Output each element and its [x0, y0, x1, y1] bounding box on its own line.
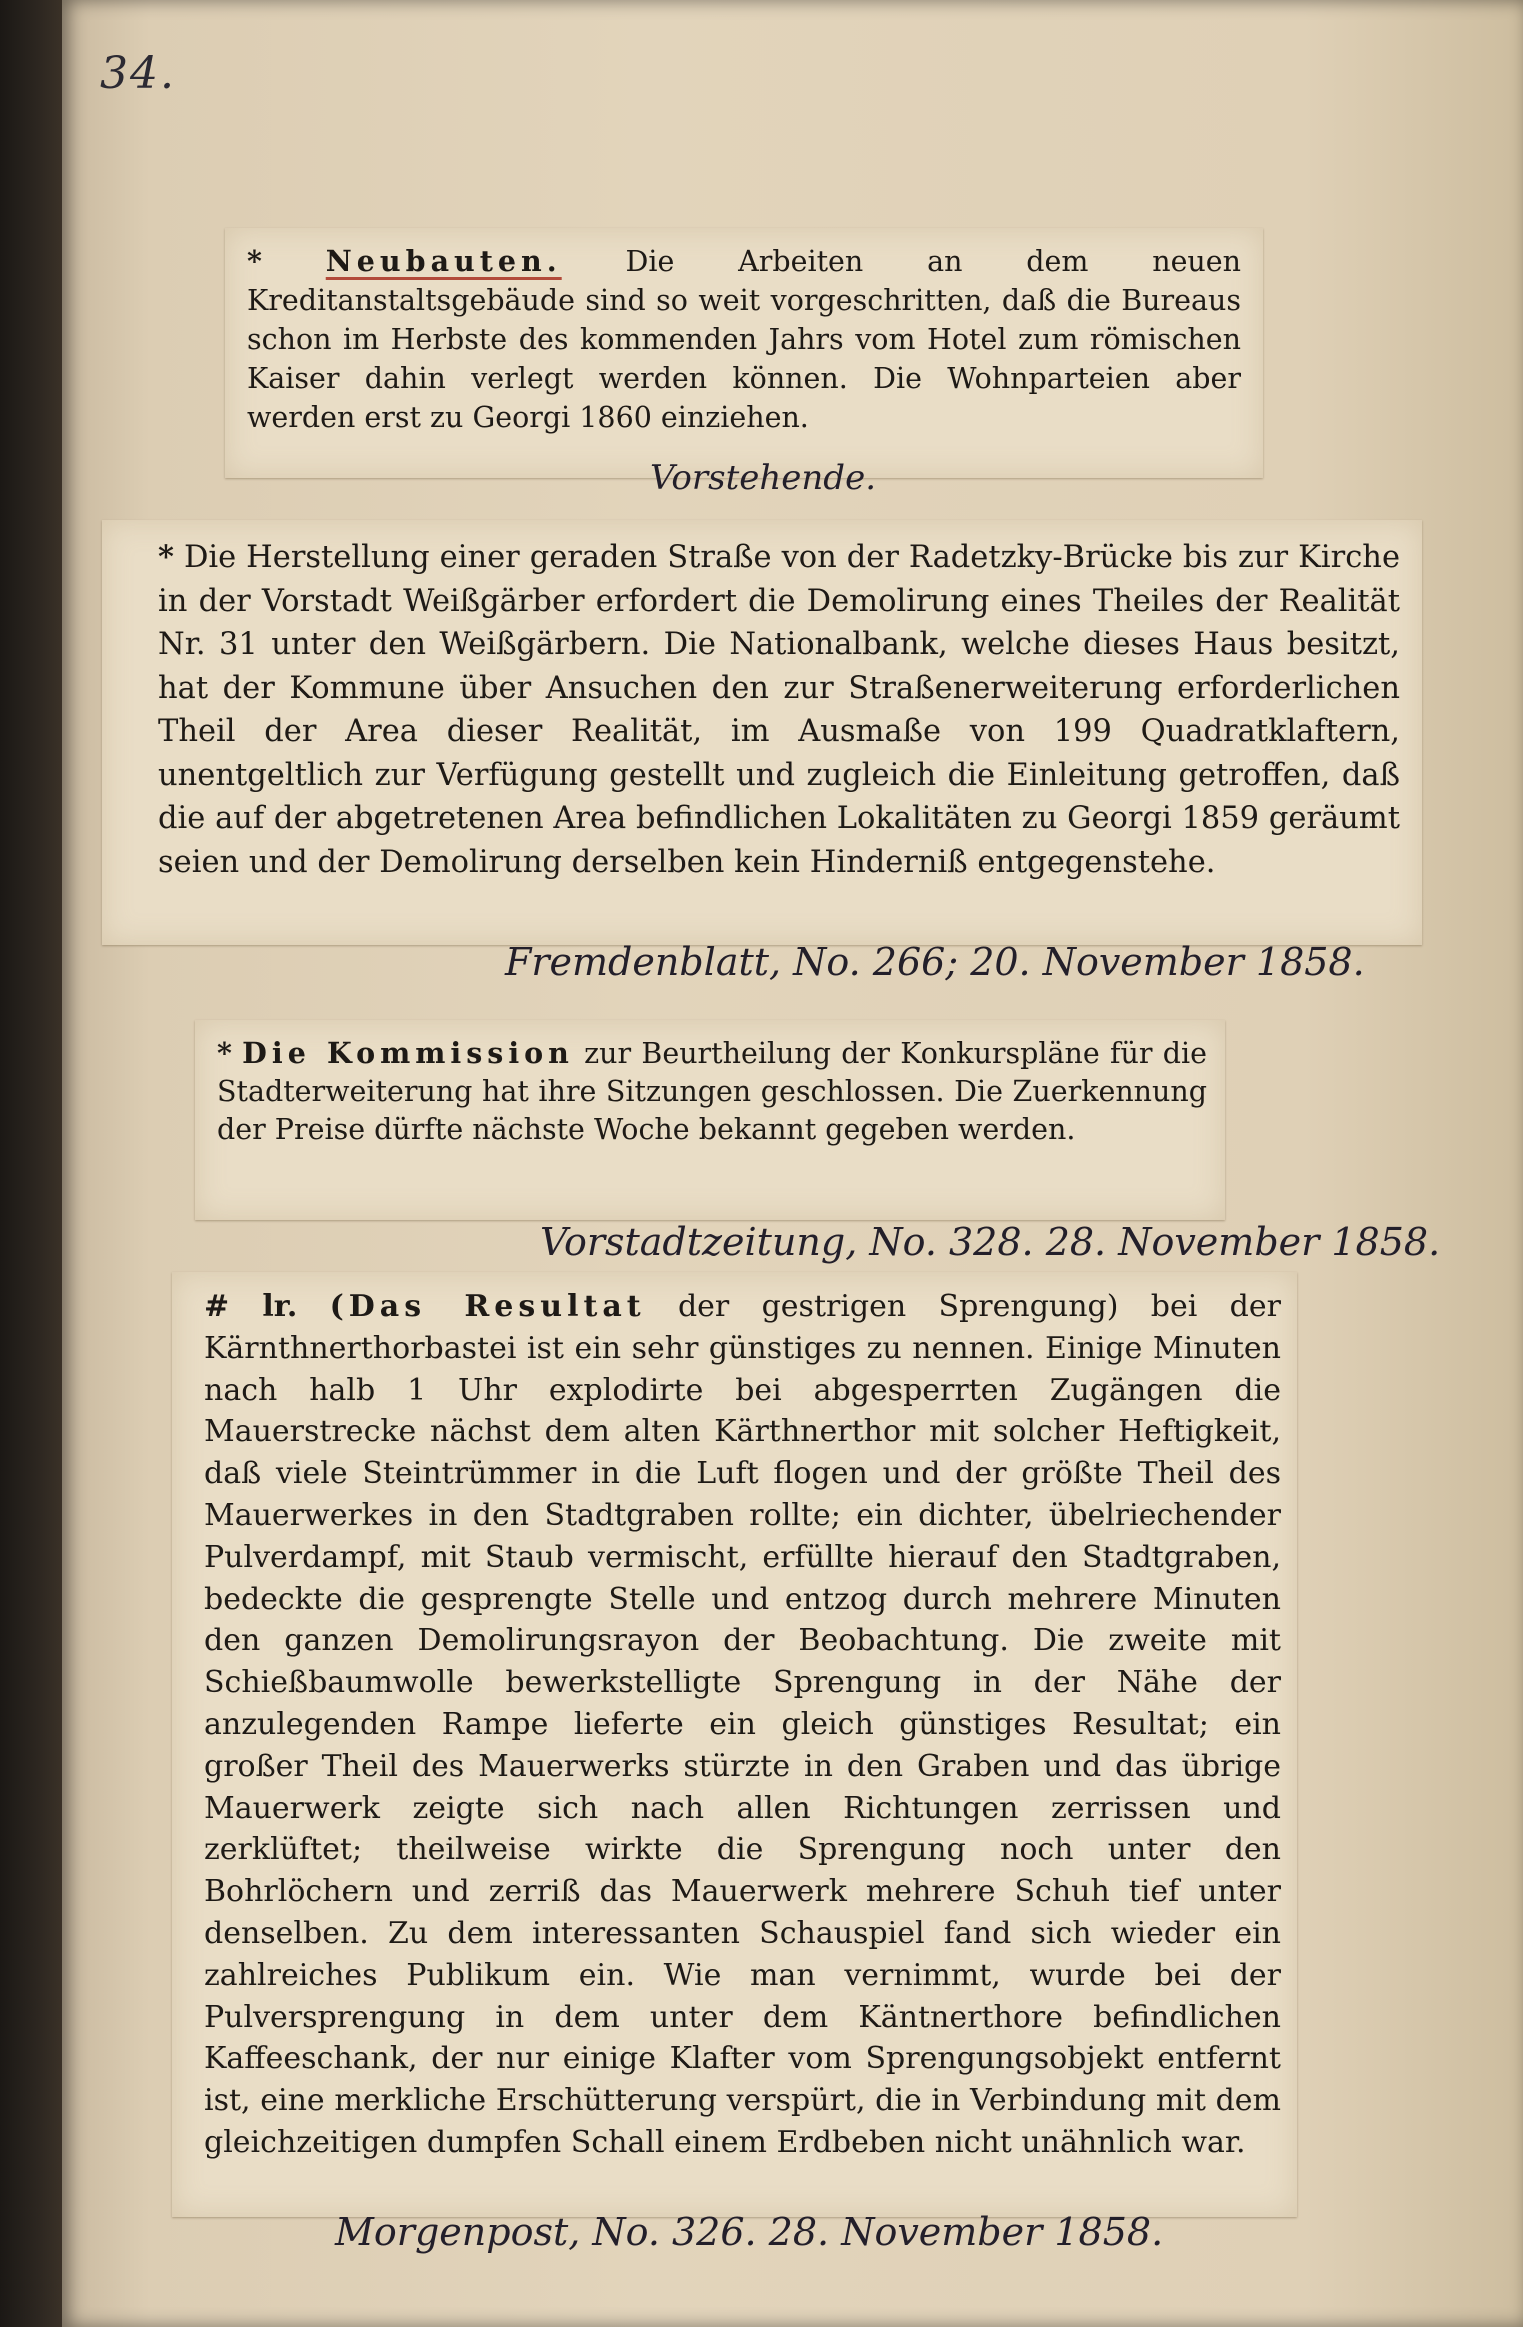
- clipping-text: [158, 536, 1400, 884]
- clipping-star: # lr.: [204, 1289, 298, 1324]
- clipping-text: [247, 242, 1241, 437]
- handwritten-source-note: Morgenpost, No. 326. 28. November 1858.: [335, 2210, 1164, 2254]
- newspaper-clipping-strassenbau: [102, 520, 1422, 945]
- newspaper-clipping-neubauten: [225, 228, 1263, 478]
- newspaper-clipping-sprengung: [172, 1272, 1297, 2217]
- clipping-star: *: [247, 244, 262, 278]
- handwritten-source-note: Fremdenblatt, No. 266; 20. November 1858.: [505, 940, 1365, 984]
- clipping-text: [204, 1286, 1281, 2164]
- handwritten-source-note: Vorstadtzeitung, No. 328. 28. November 1858.: [540, 1220, 1441, 1264]
- clipping-headline: Neubauten.: [325, 244, 562, 278]
- handwritten-source-note: Vorstehende.: [650, 458, 876, 498]
- clipping-star: *: [158, 539, 174, 575]
- book-binding: [0, 0, 62, 2327]
- clipping-headline: Die Kommission: [242, 1036, 574, 1070]
- clipping-star: *: [217, 1036, 232, 1070]
- clipping-text: [217, 1034, 1207, 1149]
- clipping-body: der gestrigen Sprengung) bei der Kärnthnerthorbastei ist ein sehr günstiges zu nennen. Einige Minuten nach halb 1 Uhr explodirte bei abgesperrten Zugängen die Mauerstrecke nächst dem alten Kärthnerthor mit solcher Heftigkeit, daß viele Steintrümmer in die Luft flogen und der größte Theil des Mauerwerkes in den Stadtgraben rollte; ein dichter, übelriechender Pulverdampf, mit Staub vermischt, erfüllte hierauf den Stadtgraben, bedeckte die gesprengte Stelle und entzog durch mehrere Minuten den ganzen Demolirungsrayon der Beobachtung. Die zweite mit Schießbaumwolle bewerkstelligte Sprengung in der Nähe der anzulegenden Rampe lieferte ein gleich günstiges Resultat; ein großer Theil des Mauerwerks stürzte in den Graben und das übrige Mauerwerk zeigte sich nach allen Richtungen zerrissen und zerklüftet; theilweise wirkte die Sprengung noch unter den Bohrlöchern und zerriß das Mauerwerk mehrere Schuh tief unter denselben. Zu dem interessanten Schauspiel fand sich wieder ein zahlreiches Publikum ein. Wie man vernimmt, wurde bei der Pulversprengung in dem unter dem Käntnerthore befindlichen Kaffeeschank, der nur einige Klafter vom Sprengungsobjekt entfernt ist, eine merkliche Erschütterung verspürt, die in Verbindung mit dem gleichzeitigen dumpfen Schall einem Erdbeben nicht unähnlich war.: [204, 1289, 1281, 2160]
- clipping-body: zur Beurtheilung der Konkurspläne für die Stadterweiterung hat ihre Sitzungen geschlossen. Die Zuerkennung der Preise dürfte nächste Woche bekannt gegeben werden.: [217, 1037, 1207, 1146]
- clipping-body: Die Herstellung einer geraden Straße von der Radetzky-Brücke bis zur Kirche in der Vorstadt Weißgärber erfordert die Demolirung eines Theiles der Realität Nr. 31 unter den Weißgärbern. Die Nationalbank, welche dieses Haus besitzt, hat der Kommune über Ansuchen den zur Straßenerweiterung erforderlichen Theil der Area dieser Realität, im Ausmaße von 199 Quadratklaftern, unentgeltlich zur Verfügung gestellt und zugleich die Einleitung getroffen, daß die auf der abgetretenen Area befindlichen Lokalitäten zu Georgi 1859 geräumt seien und der Demolirung derselben kein Hinderniß entgegenstehe.: [158, 540, 1400, 880]
- clipping-body: Die Arbeiten an dem neuen Kreditanstaltsgebäude sind so weit vorgeschritten, daß die Bureaus schon im Herbste des kommenden Jahrs vom Hotel zum römischen Kaiser dahin verlegt werden können. Die Wohnparteien aber werden erst zu Georgi 1860 einziehen.: [247, 245, 1242, 434]
- clipping-headline: (Das Resultat: [329, 1289, 646, 1324]
- newspaper-clipping-kommission: [195, 1020, 1225, 1220]
- page-number: 34.: [100, 48, 176, 99]
